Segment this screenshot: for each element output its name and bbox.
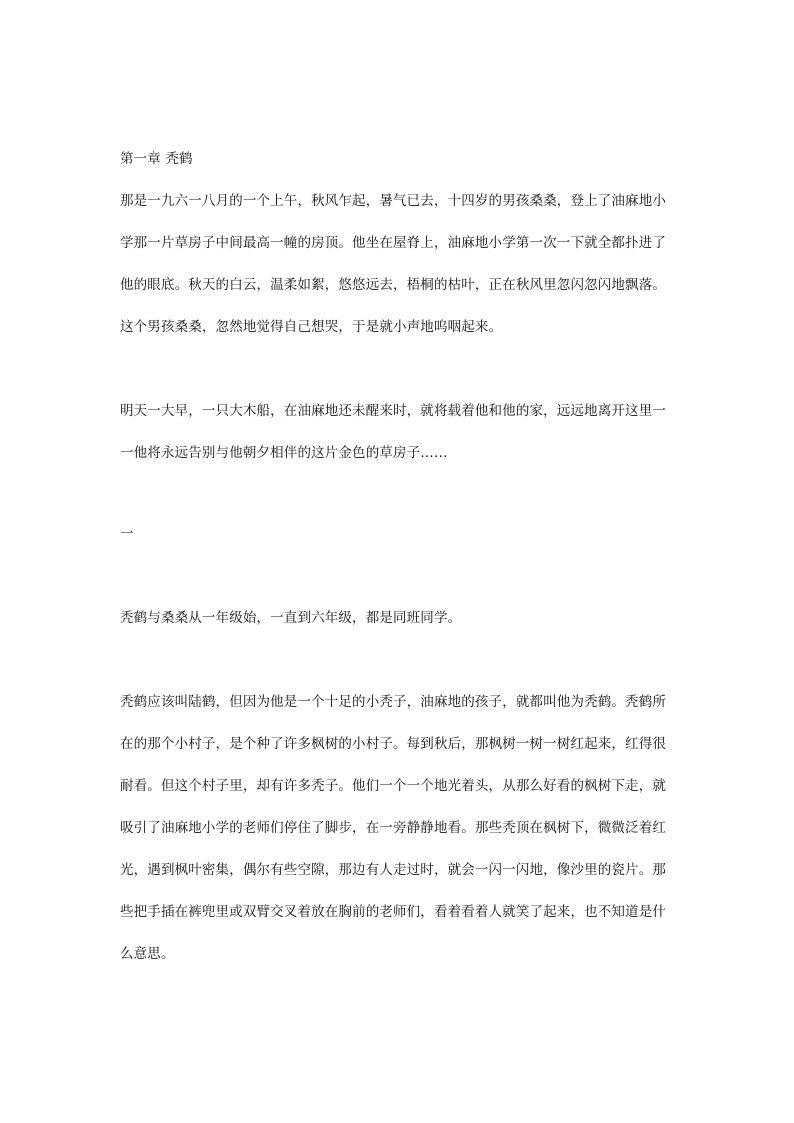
paragraph-3: 秃鹤与桑桑从一年级始，一直到六年级，都是同班同学。 [120, 610, 462, 626]
paragraph-1-line-4: 这个男孩桑桑，忽然地觉得自己想哭，于是就小声地呜咽起来。 [120, 319, 503, 335]
section-number: 一 [120, 526, 134, 542]
paragraph-4-line-1: 秃鹤应该叫陆鹤，但因为他是一个十足的小秃子，油麻地的孩子，就都叫他为秃鹤。秃鹤所 [120, 694, 666, 710]
paragraph-4-line-6: 些把手插在裤兜里或双臂交叉着放在胸前的老师们，看着看着人就笑了起来，也不知道是什 [120, 904, 666, 920]
paragraph-2-line-2: 一他将永远告别与他朝夕相伴的这片金色的草房子…… [120, 445, 448, 461]
paragraph-4-line-5: 光，遇到枫叶密集，偶尔有些空隙，那边有人走过时，就会一闪一闪地，像沙里的瓷片。那 [120, 862, 666, 878]
paragraph-1-line-1: 那是一九六一八月的一个上午，秋风乍起，暑气已去，十四岁的男孩桑桑，登上了油麻地小 [120, 193, 666, 209]
paragraph-2-line-1: 明天一大早，一只大木船，在油麻地还未醒来时，就将载着他和他的家，远远地离开这里一 [120, 403, 666, 419]
paragraph-4-line-3: 耐看。但这个村子里，却有许多秃子。他们一个一个地光着头，从那么好看的枫树下走，就 [120, 778, 666, 794]
paragraph-1-line-3: 他的眼底。秋天的白云，温柔如絮，悠悠远去，梧桐的枯叶，正在秋风里忽闪忽闪地飘落。 [120, 277, 666, 293]
paragraph-4-line-2: 在的那个小村子，是个种了许多枫树的小村子。每到秋后，那枫树一树一树红起来，红得很 [120, 736, 666, 752]
paragraph-4-line-4: 吸引了油麻地小学的老师们停住了脚步，在一旁静静地看。那些秃顶在枫树下，微微泛着红 [120, 820, 666, 836]
paragraph-1-line-2: 学那一片草房子中间最高一幢的房顶。他坐在屋脊上，油麻地小学第一次一下就全都扑进了 [120, 235, 666, 251]
paragraph-4-line-7: 么意思。 [120, 946, 175, 962]
chapter-title: 第一章 秃鹤 [120, 151, 193, 167]
